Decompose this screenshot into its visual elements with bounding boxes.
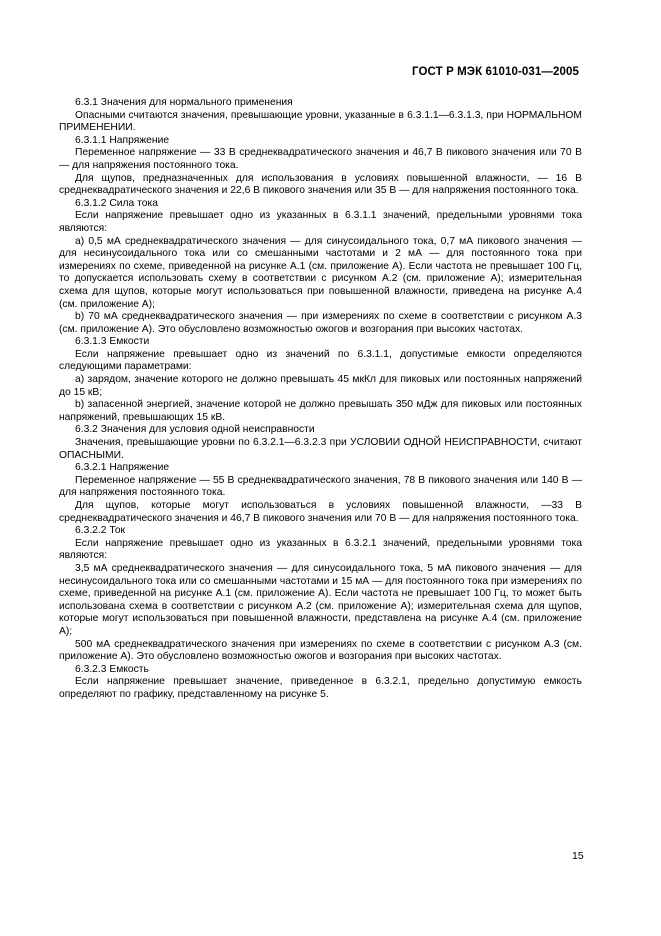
clause-heading: 6.3.1.2 Сила тока: [75, 197, 158, 209]
standard-header: ГОСТ Р МЭК 61010-031—2005: [412, 66, 579, 78]
paragraph: Для щупов, предназначенных для использования в условиях повышенной влажности, — 16 В среднеквадратического значения и 22,6 В пикового значения или 35 В — для напряжения постоянного тока.: [59, 172, 582, 197]
clause-heading: 6.3.1.3 Емкости: [75, 336, 150, 348]
paragraph: Если напряжение превышает значение, приведенное в 6.3.2.1, предельно допустимую емкость определяют по графику, представленному на рисунке 5.: [59, 676, 582, 700]
list-item-a: a) зарядом, значение которого не должно превышать 45 мкКл для пиковых или постоянных напряжений до 15 кВ;: [59, 374, 582, 398]
paragraph: Переменное напряжение — 33 В среднеквадратического значения и 46,7 В пикового значения или 70 В — для напряжения постоянного тока.: [59, 147, 582, 171]
paragraph: 3,5 мА среднеквадратического значения — для синусоидального тока, 5 мА пикового значения — для несинусоидального тока или со смешанными частотами и 15 мА — для постоянного тока при измерениях по схеме, приведенной на рисунке А.1 (см. приложение А). Если частота не превышает 100 Гц, то может быть использована схема в соответствии с рисунком А.2 (см. приложение А); измерительная схема для щупов, которые могут использоваться при повышенной влажности, представлена на рисунке А.4 (см. приложение А);: [59, 562, 582, 637]
paragraph: Опасными считаются значения, превышающие уровни, указанные в 6.3.1.1—6.3.1.3, при НОРМАЛЬНОМ ПРИМЕНЕНИИ.: [59, 109, 582, 134]
list-item-b: b) запасенной энергией, значение которой не должно превышать 350 мДж для пиковых или постоянных напряжений, превышающих 15 кВ.: [59, 399, 582, 423]
list-item-b: b) 70 мА среднеквадратического значения — при измерениях по схеме в соответствии с рисунком А.3 (см. приложение А). Это обусловлено возможностью ожогов и возгорания при высоких частотах.: [59, 311, 582, 335]
paragraph: Значения, превышающие уровни по 6.3.2.1—6.3.2.3 при УСЛОВИИ ОДНОЙ НЕИСПРАВНОСТИ, считают ОПАСНЫМИ.: [59, 437, 582, 461]
clause-heading: 6.3.2.2 Ток: [75, 525, 126, 537]
paragraph: Для щупов, которые могут использоваться в условиях повышенной влажности, —33 В среднеквадратического значения и 46,7 В пикового значения или 70 В — для напряжения постоянного тока.: [59, 500, 582, 524]
clause-heading: 6.3.2 Значения для условия одной неисправности: [75, 424, 315, 436]
clause-heading: 6.3.2.1 Напряжение: [75, 462, 170, 474]
paragraph: Переменное напряжение — 55 В среднеквадратического значения, 78 В пикового значения или 140 В — для напряжения постоянного тока.: [59, 474, 582, 499]
paragraph: Если напряжение превышает одно из указанных в 6.3.2.1 значений, предельными уровнями тока являются:: [59, 537, 582, 562]
paragraph: Если напряжение превышает одно из значений по 6.3.1.1, допустимые емкости определяются следующими параметрами:: [59, 348, 582, 373]
clause-heading: 6.3.1.1 Напряжение: [75, 134, 170, 146]
document-body: [59, 97, 582, 702]
paragraph: Если напряжение превышает одно из указанных в 6.3.1.1 значений, предельными уровнями тока являются:: [59, 210, 582, 234]
page-number: 15: [572, 850, 584, 862]
paragraph: 500 мА среднеквадратического значения при измерениях по схеме в соответствии с рисунком А.3 (см. приложение А). Это обусловлено возможностью ожогов и возгорания при высоких частотах.: [59, 638, 582, 663]
clause-heading: 6.3.1 Значения для нормального применения: [75, 97, 293, 108]
list-item-a: a) 0,5 мА среднеквадратического значения — для синусоидального тока, 0,7 мА пикового значения — для несинусоидального тока или со смешанными частотами и 2 мА — для постоянного тока при измерениях по схеме, приведенной на рисунке А.1 (см. приложение А). Если частота не превышает 100 Гц, то допускается использовать схему в соответствии с рисунком А.2 (см. приложение А); измерительная схема для щупов, которые могут использоваться при повышенной влажности, приведена на рисунке А.4 (см. приложение А);: [59, 235, 582, 310]
clause-heading: 6.3.2.3 Емкость: [75, 663, 149, 675]
